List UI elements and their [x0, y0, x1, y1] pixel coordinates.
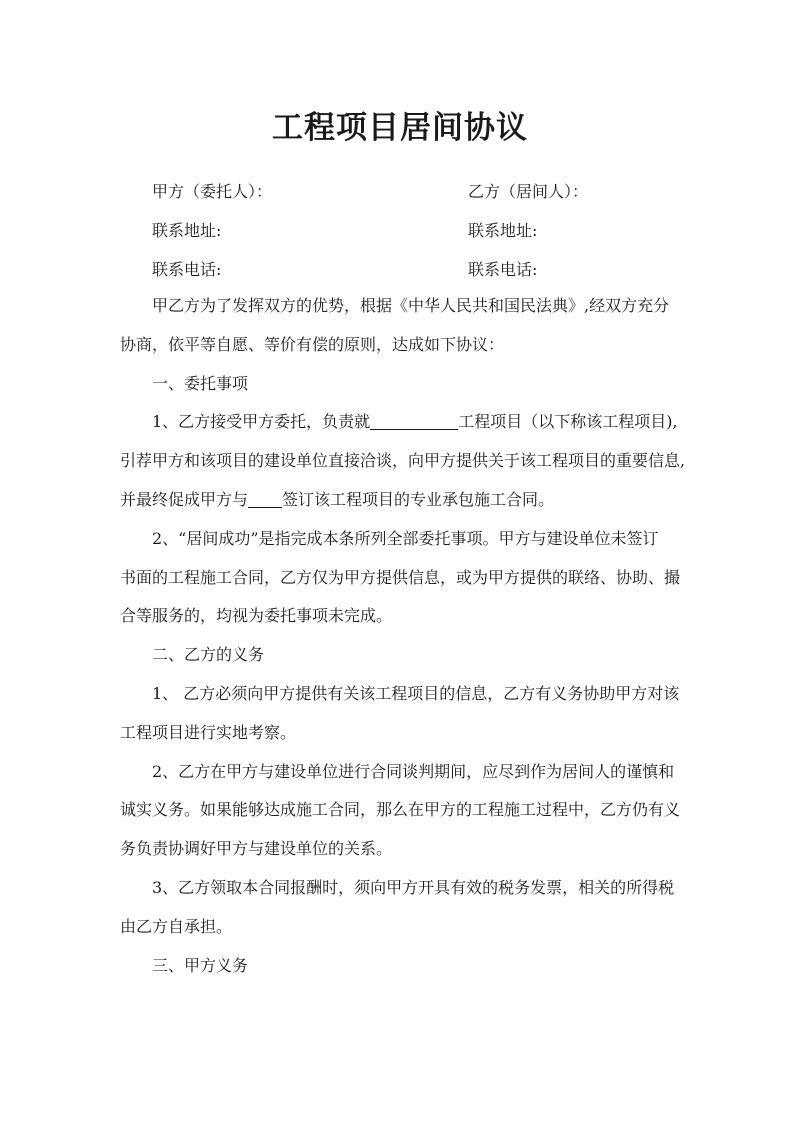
- clause-2-3-line-1: 3、乙方领取本合同报酬时，须向甲方开具有效的税务发票，相关的所得税: [152, 877, 675, 897]
- address-b-label: 联系地址:: [468, 221, 538, 240]
- clause-1-1-text-a: 1、乙方接受甲方委托，负责就: [152, 412, 371, 432]
- party-b-label: 乙方（居间人）：: [468, 182, 589, 201]
- clause-1-2-line-2: 书面的工程施工合同，乙方仅为甲方提供信息，或为甲方提供的联络、协助、撮: [120, 567, 681, 587]
- counterparty-blank: [248, 489, 282, 508]
- clause-1-1-line-2: 引荐甲方和该项目的建设单位直接洽谈，向甲方提供关于该工程项目的重要信息,: [120, 451, 686, 471]
- clause-1-1-text-b: 工程项目（以下称该工程项目),: [458, 412, 678, 432]
- section-3-heading: 三、甲方义务: [152, 955, 249, 975]
- project-name-blank: [370, 411, 458, 430]
- clause-1-1-text-d: 签订该工程项目的专业承包施工合同。: [282, 489, 555, 509]
- clause-2-2-line-2: 诚实义务。如果能够达成施工合同，那么在甲方的工程施工过程中，乙方仍有义: [120, 800, 681, 820]
- clause-2-1-line-2: 工程项目进行实地考察。: [120, 722, 297, 742]
- clause-1-1-text-c: 并最终促成甲方与: [120, 489, 249, 509]
- document-body: [120, 287, 686, 985]
- clause-2-3-line-2: 由乙方自承担。: [120, 916, 233, 936]
- document-title: 工程项目居间协议: [272, 110, 528, 146]
- clause-2-2-line-3: 务负责协调好甲方与建设单位的关系。: [120, 839, 393, 859]
- section-1-heading: 一、委托事项: [152, 373, 249, 393]
- phone-row: [152, 258, 712, 282]
- clause-1-2-line-1: 2、“居间成功”是指完成本条所列全部委托事项。甲方与建设单位未签订: [152, 528, 659, 548]
- section-2-heading: 二、乙方的义务: [152, 645, 265, 665]
- party-row: [152, 180, 712, 204]
- clause-2-2-line-1: 2、乙方在甲方与建设单位进行合同谈判期间，应尽到作为居间人的谨慎和: [152, 761, 675, 781]
- clause-1-1-line-1: [120, 403, 682, 442]
- clause-1-1-line-3: [120, 481, 682, 520]
- address-row: [152, 219, 712, 243]
- preamble-line-2: 协商，依平等自愿、等价有偿的原则，达成如下协议：: [120, 334, 505, 354]
- clause-2-1-line-1: 1、 乙方必须向甲方提供有关该工程项目的信息，乙方有义务协助甲方对该: [152, 683, 680, 703]
- party-a-label: 甲方（委托人）：: [152, 182, 273, 201]
- address-a-label: 联系地址:: [152, 221, 222, 240]
- phone-a-label: 联系电话:: [152, 260, 222, 279]
- phone-b-label: 联系电话:: [468, 260, 538, 279]
- clause-1-2-line-3: 合等服务的，均视为委托事项未完成。: [120, 606, 393, 626]
- preamble-line-1: 甲乙方为了发挥双方的优势，根据《中华人民共和国民法典》,经双方充分: [152, 296, 670, 315]
